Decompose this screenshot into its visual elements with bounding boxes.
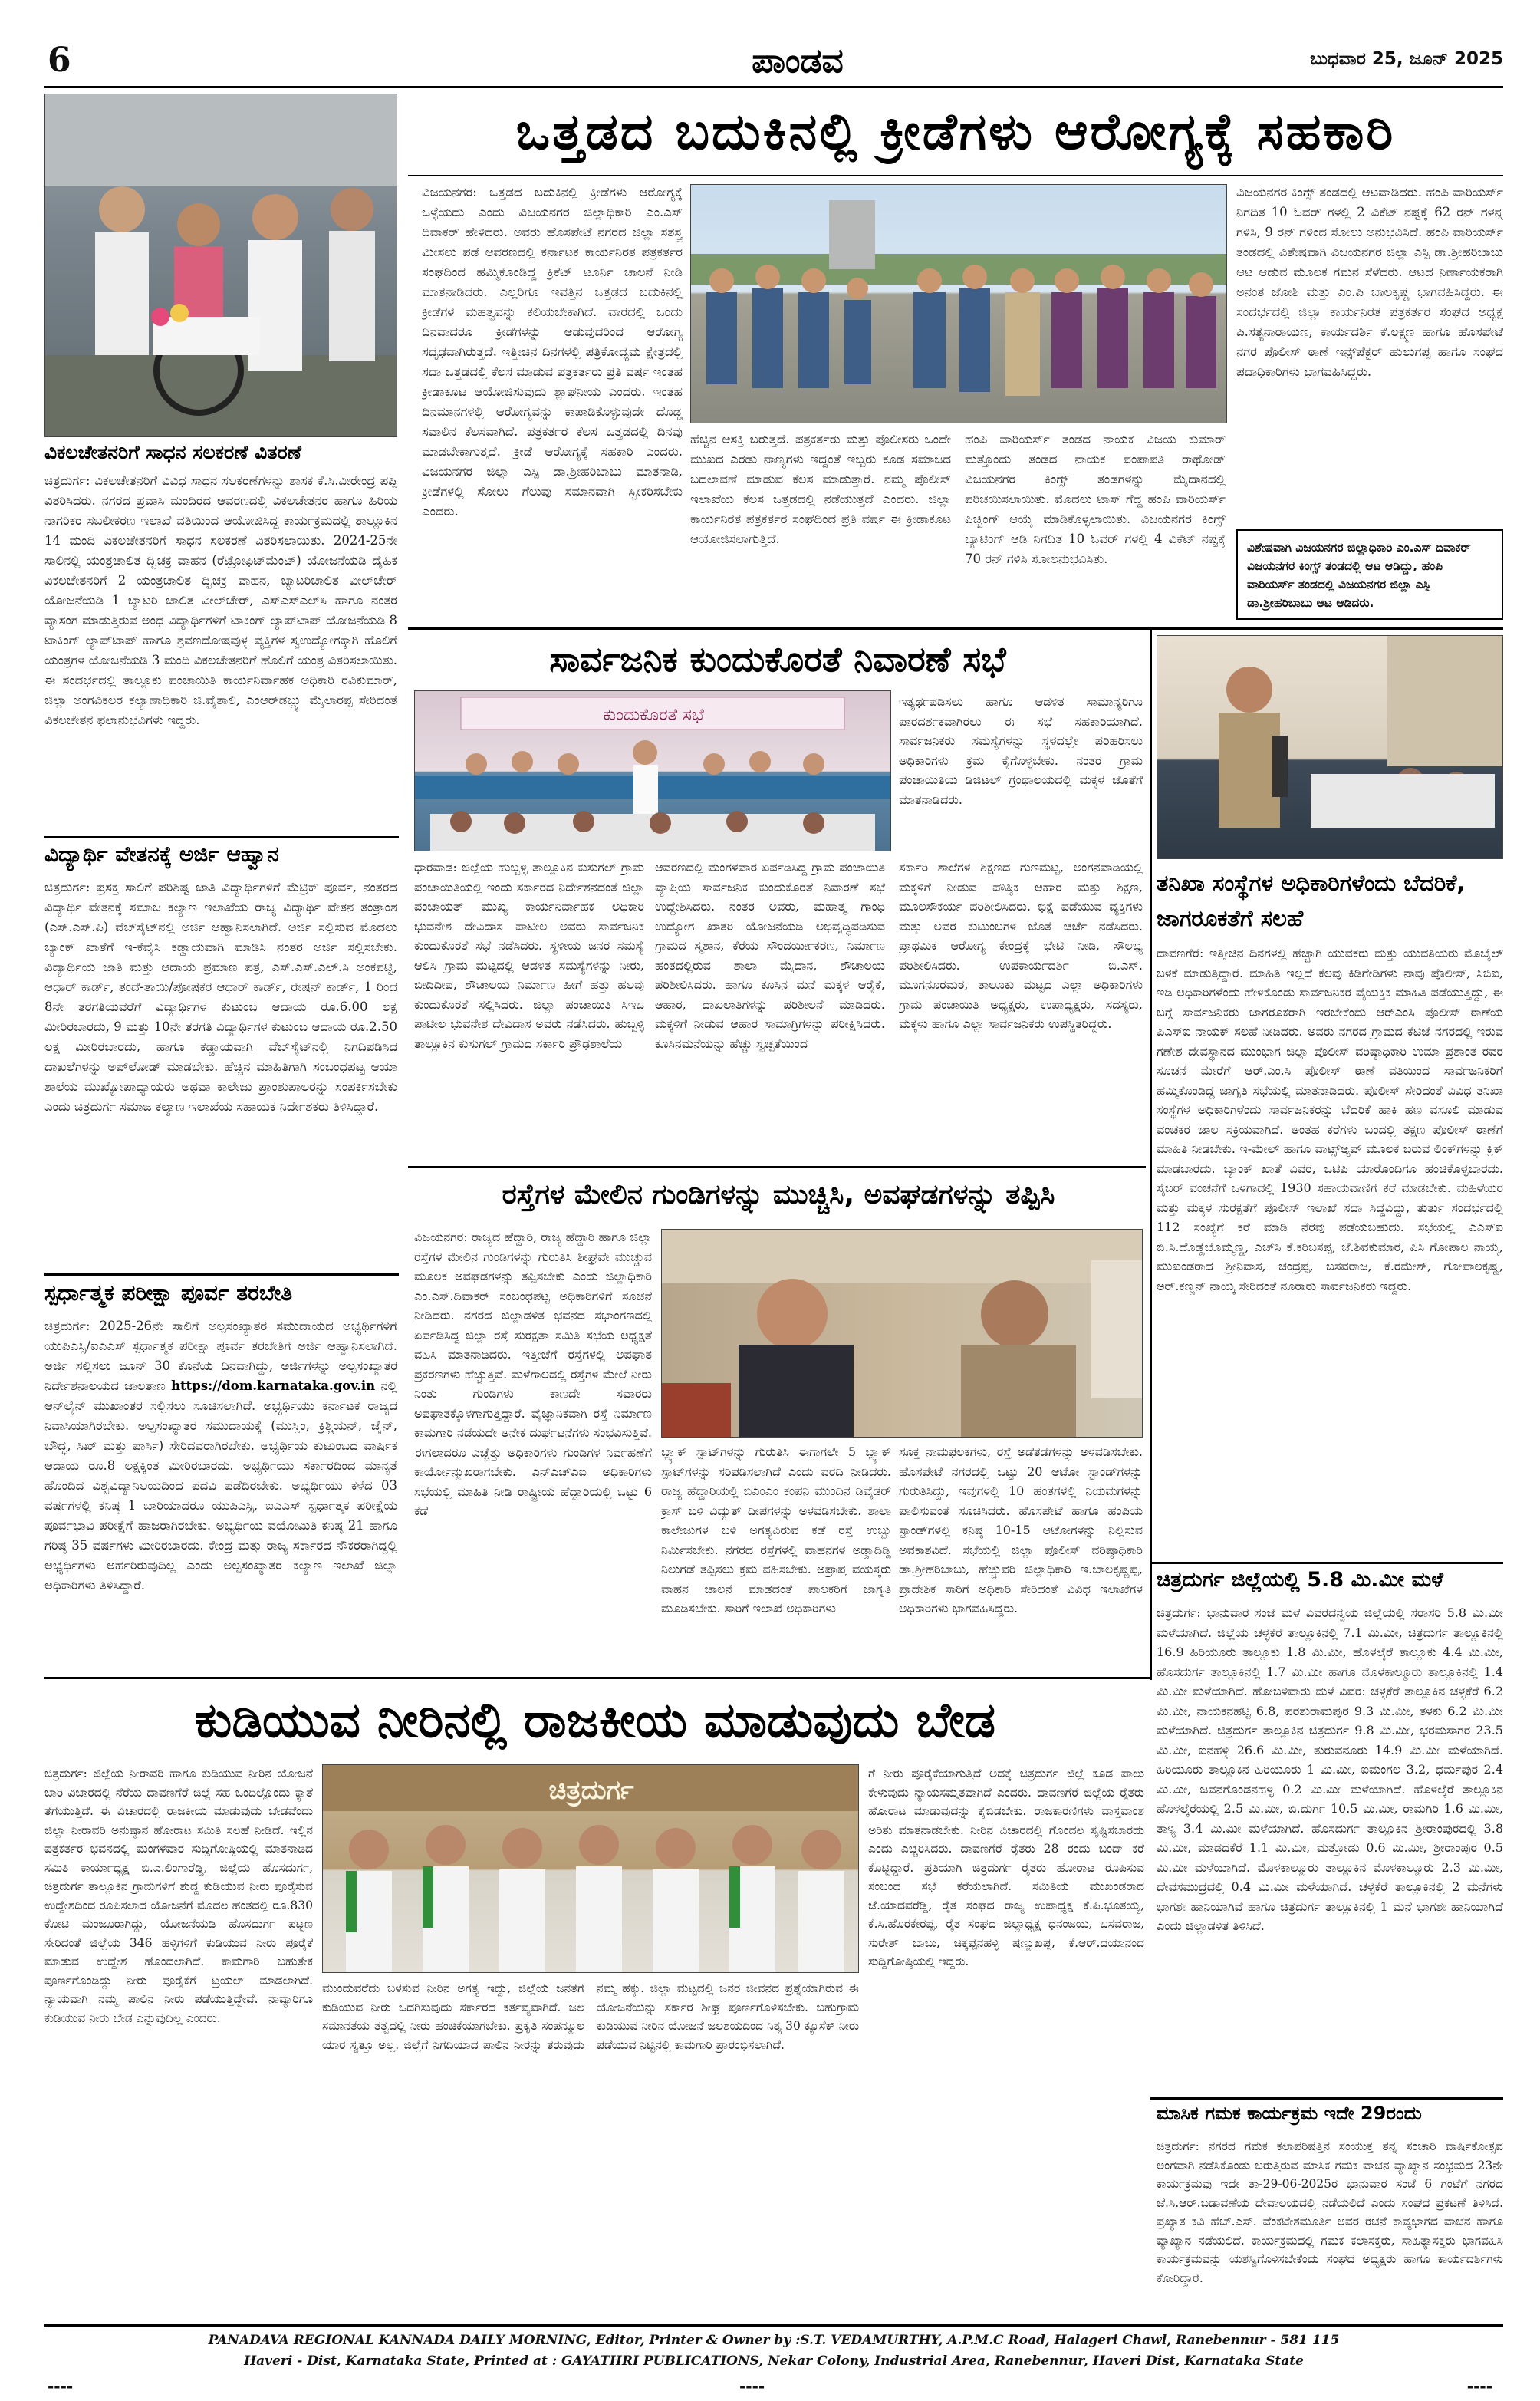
rain-headline: ಚಿತ್ರದುರ್ಗ ಜಿಲ್ಲೆಯಲ್ಲಿ 5.8 ಮಿ.ಮೀ ಮಳೆ [1157,1568,1443,1592]
potholes-col3: ಸೂಕ್ತ ನಾಮಫಲಕಗಳು, ರಸ್ತೆ ಅಡೆತಡೆಗಳನ್ನು ಅಳವಡಿಸಬೇಕು. ಹೊಸಪೇಟೆ ನಗರದಲ್ಲಿ ಒಟ್ಟು 20 ಆಟೋ ಸ್ಟಾಂಡ್‌ಗಳನ್ನು ಗುರುತಿಸಿದ್ದು, ಇವುಗಳಲ್ಲಿ 10 ಹಂತಗಳಲ್ಲಿ ನಿಯಮಗಳನ್ನು ಪಾಲಿಸುವಂತೆ ಸೂಚಿಸಿದರು. ಹೊಸಪೇಟೆ ಹಾಗೂ ಹಂಪಿಯ ಸ್ಟಾಂಡ್‌ಗಳಲ್ಲಿ ಕನಿಷ್ಠ 10-15 ಆಟೋಗಳನ್ನು ನಿಲ್ಲಿಸುವ ಅವಕಾಶವಿದೆ. ಸಭೆಯಲ್ಲಿ ಜಿಲ್ಲಾ ಪೊಲೀಸ್ ವರಿಷ್ಠಾಧಿಕಾರಿ ಡಾ.ಶ್ರೀಹರಿಬಾಬು, ಹೆಚ್ಚುವರಿ ಜಿಲ್ಲಾಧಿಕಾರಿ ಇ.ಬಾಲಕೃಷ್ಣಪ್ಪ, ಪ್ರಾದೇಶಿಕ ಸಾರಿಗೆ ಅಧಿಕಾರಿ ಸೇರಿದಂತೆ ವಿವಿಧ ಇಲಾಖೆಗಳ ಅಧಿಕಾರಿಗಳು ಭಾಗವಹಿಸಿದ್ದರು. [899,1444,1143,1615]
sports-headline: ಒತ್ತಡದ ಬದುಕಿನಲ್ಲಿ ಕ್ರೀಡೆಗಳು ಆರೋಗ್ಯಕ್ಕೆ ಸಹಕಾರಿ [515,102,1396,161]
rain-bottom-rule [1150,2097,1503,2100]
police-photo [1157,635,1503,859]
scholarship-headline: ವಿದ್ಯಾರ್ಥಿ ವೇತನಕ್ಕೆ ಅರ್ಜಿ ಆಹ್ವಾನ [44,842,279,867]
equipment-photo [44,94,397,437]
sports-headline-rule [408,175,1503,176]
grievance-photo-illustration [415,691,891,851]
sports-col2b: ಹಂಪಿ ವಾರಿಯರ್ಸ್ ತಂಡದ ನಾಯಕ ವಿಜಯ ಕುಮಾರ್ ಮತ್ತೊಂದು ತಂಡದ ನಾಯಕ ಪಂಪಾಪತಿ ರಾಥೋಡ್ ವಿಜಯನಗರ ಕಿಂಗ್ಸ್ ತಂಡಗಳನ್ನು ಮೈದಾನದಲ್ಲಿ ಪರಿಚಯಿಸಲಾಯಿತು. ಮೊದಲು ಟಾಸ್ ಗೆದ್ದ ಹಂಪಿ ವಾರಿಯರ್ಸ್ ಪಿಚ್ಚಿಂಗ್ ಆಯ್ಕೆ ಮಾಡಿಕೊಳ್ಳಲಾಯಿತು. ವಿಜಯನಗರ ಕಿಂಗ್ಸ್ ಬ್ಯಾಟಿಂಗ್ ಆಡಿ ನಿಗದಿತ 10 ಓವರ್ ಗಳಲ್ಲಿ 4 ವಿಕೆಟ್ ನಷ್ಟಕ್ಕೆ 70 ರನ್ ಗಳಿಸಿ ಸೋಲನುಭವಿಸಿತು. [965,432,1226,566]
sports-photo [690,184,1227,423]
potholes-photo-illustration [662,1230,1143,1438]
exam-body-part-b: ನಲ್ಲಿ ಆನ್‌ಲೈನ್ ಮುಖಾಂತರ ಸಲ್ಲಿಸಲು ಸೂಚಿಸಲಾಗಿದೆ. ಅಭ್ಯರ್ಥಿಯು ಕರ್ನಾಟಕ ರಾಜ್ಯದ ನಿವಾಸಿಯಾಗಿರಬೇಕು. ಅಲ್ಪಸಂಖ್ಯಾತರ ಸಮುದಾಯಕ್ಕೆ (ಮುಸ್ಲಿಂ, ಕ್ರಿಶ್ಚಿಯನ್, ಜೈನ್, ಬೌದ್ಧ, ಸಿಖ್ ಮತ್ತು ಪಾರ್ಸಿ) ಸೇರಿದವರಾಗಿರಬೇಕು. ಅಭ್ಯರ್ಥಿಯ ಕುಟುಂಬದ ವಾರ್ಷಿಕ ಆದಾಯ ರೂ.8 ಲಕ್ಷಕ್ಕಿಂತ ಮೀರಿರಬಾರದು. ಅಭ್ಯರ್ಥಿಯು ಸರ್ಕಾರದಿಂದ ಮಾನ್ಯತೆ ಹೊಂದಿದ ವಿಶ್ವವಿದ್ಯಾನಿಲಯದಿಂದ ಪದವಿ ಪಡೆದಿರಬೇಕು. ಅಭ್ಯರ್ಥಿಯು ಕಳೆದ 03 ವರ್ಷಗಳಲ್ಲಿ ಕನಿಷ್ಠ 1 ಬಾರಿಯಾದರೂ ಯುಪಿಎಸ್ಸಿ, ಐಎಎಸ್ ಸ್ಪರ್ಧಾತ್ಮಕ ಪರೀಕ್ಷೆಯ ಪೂರ್ವಭಾವಿ ಪರೀಕ್ಷೆಗೆ ಹಾಜರಾಗಿರಬೇಕು. ಅಭ್ಯರ್ಥಿಯ ವಯೋಮಿತಿ ಕನಿಷ್ಠ 21 ಹಾಗೂ ಗರಿಷ್ಠ 35 ವರ್ಷಗಳು ಮೀರಿರಬಾರದು. ಕೇಂದ್ರ ಮತ್ತು ರಾಜ್ಯ ಸರ್ಕಾರದ ನೌಕರರಾಗಿದ್ದಲ್ಲಿ ಅಭ್ಯರ್ಥಿಗಳು ಅರ್ಹರಿರುವುದಿಲ್ಲ ಎಂದು ಅಲ್ಪಸಂಖ್ಯಾತರ ಕಲ್ಯಾಣ ಇಲಾಖೆ ಜಿಲ್ಲಾ ಅಧಿಕಾರಿಗಳು ತಿಳಿಸಿದ್ದಾರೆ. [44,1378,397,1592]
grievance-col1: ಧಾರವಾಡ: ಜಿಲ್ಲೆಯ ಹುಬ್ಬಳ್ಳಿ ತಾಲ್ಲೂಕಿನ ಕುಸುಗಲ್ ಗ್ರಾಮ ಪಂಚಾಯಿತಿಯಲ್ಲಿ ಇಂದು ಸರ್ಕಾರದ ನಿರ್ದೇಶನದಂತೆ ಜಿಲ್ಲಾ ಪಂಚಾಯತ್ ಮುಖ್ಯ ಕಾರ್ಯನಿರ್ವಾಹಕ ಅಧಿಕಾರಿ ಭುವನೇಶ ದೇವಿದಾಸ ಪಾಟೀಲ ಅವರು ಸಾರ್ವಜನಿಕ ಕುಂದುಕೊರತೆ ಸಭೆ ನಡೆಸಿದರು. ಸ್ಥಳೀಯ ಜನರ ಸಮಸ್ಯೆ ಆಲಿಸಿ ಗ್ರಾಮ ಮಟ್ಟದಲ್ಲಿ ಆಡಳಿತ ಸಮಸ್ಯೆಗಳನ್ನು ನೀರು, ಬೀದಿದೀಪ, ಶೌಚಾಲಯ ನಿರ್ಮಾಣ ಹೀಗೆ ಹತ್ತು ಹಲವು ಕುಂದುಕೊರತೆ ಸಲ್ಲಿಸಿದರು. ಜಿಲ್ಲಾ ಪಂಚಾಯಿತಿ ಸಿಇಒ ಪಾಟೀಲ ಭುವನೇಶ ದೇವಿದಾಸ ಅವರು ನಡೆಸಿದರು. ಹುಬ್ಬಳ್ಳಿ ತಾಲ್ಲೂಕಿನ ಕುಸುಗಲ್ ಗ್ರಾಮದ ಸರ್ಕಾರಿ ಪ್ರೌಢಶಾಲೆಯ [414,860,644,1051]
footer-line-1: PANADAVA REGIONAL KANNADA DAILY MORNING, Editor, Printer & Owner by :S.T. VEDAMURTHY, A.P.M.C Road, Halageri Chawl, Ranebennur - 581 115 [208,2333,1340,2348]
sports-bottom-rule [408,627,1503,630]
potholes-photo [661,1229,1143,1438]
equipment-body: ಚಿತ್ರದುರ್ಗ: ವಿಕಲಚೇತನರಿಗೆ ವಿವಿಧ ಸಾಧನ ಸಲಕರಣೆಗಳನ್ನು ಶಾಸಕ ಕೆ.ಸಿ.ವೀರೇಂದ್ರ ಪಪ್ಪಿ ವಿತರಿಸಿದರು. ನಗರದ ಪ್ರವಾಸಿ ಮಂದಿರದ ಆವರಣದಲ್ಲಿ ವಿಕಲಚೇತನರ ಹಾಗೂ ಹಿರಿಯ ನಾಗರಿಕರ ಸಬಲೀಕರಣ ಇಲಾಖೆ ವತಿಯಿಂದ ಆಯೋಜಿಸಿದ್ದ ಕಾರ್ಯಕ್ರಮದಲ್ಲಿ ತಾಲ್ಲೂಕಿನ 14 ಮಂದಿ ವಿಕಲಚೇತನರಿಗೆ ಸಾಧನ ಸಲಕರಣೆ ವಿತರಿಸಲಾಯಿತು. 2024-25ನೇ ಸಾಲಿನಲ್ಲಿ ಯಂತ್ರಚಾಲಿತ ದ್ವಿಚಕ್ರ ವಾಹನ (ರೆಟ್ರೋಫಿಟ್‌ಮೆಂಟ್) ಯೋಜನೆಯಡಿ ದೈಹಿಕ ವಿಕಲಚೇತನರಿಗೆ 2 ಯಂತ್ರಚಾಲಿತ ದ್ವಿಚಕ್ರ ವಾಹನ, ಬ್ಯಾಟರಿಚಾಲಿತ ವೀಲ್‌ಚೇರ್ ಯೋಜನೆಯಡಿ 1 ಬ್ಯಾಟರಿ ಚಾಲಿತ ವೀಲ್‌ಚೇರ್, ಎಸ್‌ಎಸ್‌ಎಲ್‌ಸಿ ಹಾಗೂ ನಂತರ ವ್ಯಾಸಂಗ ಮಾಡುತ್ತಿರುವ ಅಂಧ ವಿದ್ಯಾರ್ಥಿಗಳಿಗೆ ಟಾಕಿಂಗ್ ಲ್ಯಾಪ್‌ಟಾಪ್ ಯೋಜನೆಯಡಿ 8 ಟಾಕಿಂಗ್ ಲ್ಯಾಪ್‌ಟಾಪ್ ಹಾಗೂ ಶ್ರವಣದೋಷವುಳ್ಳ ವ್ಯಕ್ತಿಗಳ ಸ್ವಉದ್ಯೋಗಕ್ಕಾಗಿ ಹೊಲಿಗೆ ಯಂತ್ರಗಳ ಯೋಜನೆಯಡಿ 3 ಮಂದಿ ವಿಕಲಚೇತನರಿಗೆ ಹೊಲಿಗೆ ಯಂತ್ರ ವಿತರಿಸಲಾಯಿತು. ಈ ಸಂದರ್ಭದಲ್ಲಿ ತಾಲ್ಲೂಕು ಪಂಚಾಯಿತಿ ಕಾರ್ಯನಿರ್ವಾಹಕ ಅಧಿಕಾರಿ ರವಿಕುಮಾರ್, ಜಿಲ್ಲಾ ಅಂಗವಿಕಲರ ಕಲ್ಯಾಣಾಧಿಕಾರಿ ಜಿ.ವೈಶಾಲಿ, ಎಂಆರ್‌ಡಬ್ಲ್ಯು ಮೈಲಾರಪ್ಪ ಸೇರಿದಂತೆ ವಿಕಲಚೇತನ ಫಲಾನುಭವಿಗಳು ಇದ್ದರು. [44,473,397,727]
grievance-col-top: ಇತ್ಯರ್ಥಪಡಿಸಲು ಹಾಗೂ ಆಡಳಿತ ಸಾಮಾನ್ಯರಿಗೂ ಪಾರದರ್ಶಕವಾಗಿರಲು ಈ ಸಭೆ ಸಹಕಾರಿಯಾಗಿದೆ. ಸಾರ್ವಜನಿಕರು ಸಮಸ್ಯೆಗಳನ್ನು ಸ್ಥಳದಲ್ಲೇ ಪರಿಹರಿಸಲು ಅಧಿಕಾರಿಗಳು ಕ್ರಮ ಕೈಗೊಳ್ಳಬೇಕು. ನಂತರ ಗ್ರಾಮ ಪಂಚಾಯಿತಿಯ ಡಿಜಿಟಲ್ ಗ್ರಂಥಾಲಯದಲ್ಲಿ ಮಕ್ಕಳ ಜೊತೆಗೆ ಮಾತನಾಡಿದರು. [899,694,1143,807]
sports-photo-illustration [691,185,1227,423]
footer-mark-right: ---- [1466,2378,1492,2396]
water-col3: ಗೆ ನೀರು ಪೂರೈಕೆಯಾಗುತ್ತಿದೆ ಅದಕ್ಕೆ ಚಿತ್ರದುರ್ಗ ಜಿಲ್ಲೆ ಕೂಡ ಪಾಲು ಕೇಳುವುದು ನ್ಯಾಯಸಮ್ಮತವಾಗಿದೆ ಎಂದರು. ದಾವಣಗೆರೆ ಜಿಲ್ಲೆಯ ರೈತರು ಹೋರಾಟ ಮಾಡುವುದನ್ನು ಕೈಬಿಡಬೇಕು. ರಾಜಕಾರಣಿಗಳು ವಾಸ್ತವಾಂಶ ಅರಿತು ಮಾತನಾಡಬೇಕು. ನೀರಿನ ವಿಚಾರದಲ್ಲಿ ಗೊಂದಲ ಸೃಷ್ಟಿಸಬಾರದು ಎಂದು ಎಚ್ಚರಿಸಿದರು. ದಾವಣಗೆರೆ ರೈತರು 28 ರಂದು ಬಂದ್ ಕರೆ ಕೊಟ್ಟಿದ್ದಾರೆ. ಪ್ರತಿಯಾಗಿ ಚಿತ್ರದುರ್ಗ ರೈತರು ಹೋರಾಟ ರೂಪಿಸುವ ಸಂಬಂಧ ಸಭೆ ಕರೆಯಲಾಗಿದೆ. ಸಮಿತಿಯ ಮುಖಂಡರಾದ ಜೆ.ಯಾದವರೆಡ್ಡಿ, ರೈತ ಸಂಘದ ರಾಜ್ಯ ಉಪಾಧ್ಯಕ್ಷ ಕೆ.ಪಿ.ಭೂತಯ್ಯ, ಕೆ.ಸಿ.ಹೊರಕೇರಪ್ಪ, ರೈತ ಸಂಘದ ಜಿಲ್ಲಾಧ್ಯಕ್ಷ ಧನಂಜಯ, ಬಸವರಾಜ, ಸುರೇಶ್ ಬಾಬು, ಚಿಕ್ಕಪ್ಪನಹಳ್ಳಿ ಷಣ್ಮುಖಪ್ಪ, ಕೆ.ಆರ್.ದಯಾನಂದ ಸುದ್ದಿಗೋಷ್ಠಿಯಲ್ಲಿ ಇದ್ದರು. [868,1767,1144,1968]
exam-headline: ಸ್ಪರ್ಧಾತ್ಮಕ ಪರೀಕ್ಷಾ ಪೂರ್ವ ತರಬೇತಿ [44,1281,293,1306]
footer-imprint [44,2330,1503,2376]
grievance-bottom-rule [408,1166,1146,1168]
police-headline: ತನಿಖಾ ಸಂಸ್ಥೆಗಳ ಅಧಿಕಾರಿಗಳೆಂದು ಬೆದರಿಕೆ, ಜಾಗರೂಕತೆಗೆ ಸಲಹೆ [1157,870,1466,931]
water-col1: ಚಿತ್ರದುರ್ಗ: ಜಿಲ್ಲೆಯ ನೀರಾವರಿ ಹಾಗೂ ಕುಡಿಯುವ ನೀರಿನ ಯೋಜನೆ ಜಾರಿ ವಿಚಾರದಲ್ಲಿ ನೆರೆಯ ದಾವಣಗೆರೆ ಜಿಲ್ಲೆ ಸಹ ಒಂದಿಲ್ಲೊಂದು ಕ್ಯಾತೆ ತೆಗೆಯುತ್ತಿದೆ. ಈ ವಿಚಾರದಲ್ಲಿ ರಾಜಕೀಯ ಮಾಡುವುದು ಬೇಡವೆಂದು ಜಿಲ್ಲಾ ನೀರಾವರಿ ಅನುಷ್ಠಾನ ಹೋರಾಟ ಸಮಿತಿ ಸಲಹೆ ನೀಡಿದೆ. ಇಲ್ಲಿನ ಪತ್ರಕರ್ತರ ಭವನದಲ್ಲಿ ಮಂಗಳವಾರ ಸುದ್ದಿಗೋಷ್ಠಿಯಲ್ಲಿ ಮಾತನಾಡಿದ ಸಮಿತಿ ಕಾರ್ಯಾಧ್ಯಕ್ಷ ಬಿ.ಎ.ಲಿಂಗಾರೆಡ್ಡಿ, ಜಿಲ್ಲೆಯ ಹೊಸದುರ್ಗ, ಚಿತ್ರದುರ್ಗ ತಾಲ್ಲೂಕಿನ ಗ್ರಾಮಗಳಿಗೆ ಶುದ್ಧ ಕುಡಿಯುವ ನೀರು ಪೂರೈಸುವ ಉದ್ದೇಶದಿಂದ ರೂಪಿಸಲಾದ ಯೋಜನೆಗೆ ಮೊದಲ ಹಂತದಲ್ಲಿ ರೂ.830 ಕೋಟಿ ಮಂಜೂರಾಗಿದ್ದು, ಯೋಜನೆಯಡಿ ಹೊಸದುರ್ಗ ಪಟ್ಟಣ ಸೇರಿದಂತೆ ಜಿಲ್ಲೆಯ 346 ಹಳ್ಳಿಗಳಿಗೆ ಕುಡಿಯುವ ನೀರು ಪೂರೈಕೆ ಮಾಡುವ ಉದ್ದೇಶ ಹೊಂದಲಾಗಿದೆ. ಕಾಮಗಾರಿ ಬಹುತೇಕ ಪೂರ್ಣಗೊಂಡಿದ್ದು ನೀರು ಪೂರೈಕೆಗೆ ಟ್ರಯಲ್ ಮಾಡಲಾಗಿದೆ. ನ್ಯಾಯವಾಗಿ ನಮ್ಮ ಪಾಲಿನ ನೀರು ಪಡೆಯುತ್ತಿದ್ದೇವೆ. ನಾವ್ಯಾರಿಗೂ ಕುಡಿಯುವ ನೀರು ಬೇಡ ಎನ್ನುವುದಿಲ್ಲ ಎಂದರು. [44,1767,313,2025]
stage-banner-text: ಕುಂದುಕೊರತೆ ಸಭೆ [603,706,704,725]
exam-body [44,1316,397,1623]
sports-col3: ವಿಜಯನಗರ ಕಿಂಗ್ಸ್ ತಂಡದಲ್ಲಿ ಆಟವಾಡಿದರು. ಹಂಪಿ ವಾರಿಯರ್ಸ್ ನಿಗದಿತ 10 ಓವರ್ ಗಳಲ್ಲಿ 2 ವಿಕೆಟ್ ನಷ್ಟಕ್ಕೆ 62 ರನ್ ಗಳನ್ನ ಗಳಿಸಿ, 9 ರನ್ ಗಳಿಂದ ಸೋಲು ಅನುಭವಿಸಿದೆ. ಹಂಪಿ ವಾರಿಯರ್ಸ್ ತಂಡದಲ್ಲಿ ವಿಶೇಷವಾಗಿ ವಿಜಯನಗರ ಜಿಲ್ಲಾ ಎಸ್ಪಿ ಡಾ.ಶ್ರೀಹರಿಬಾಬು ಆಟ ಆಡುವ ಮೂಲಕ ಗಮನ ಸೆಳೆದರು. ಆಟದ ನಿರ್ಣಾಯಕರಾಗಿ ಅನಂತ ಜೋಶಿ ಮತ್ತು ಎಂ.ಪಿ ಬಾಲಕೃಷ್ಣ ಭಾಗವಹಿಸಿದ್ದರು. ಈ ಸಂದರ್ಭದಲ್ಲಿ ಜಿಲ್ಲಾ ಕಾರ್ಯನಿರತ ಪತ್ರಕರ್ತರ ಸಂಘದ ಅಧ್ಯಕ್ಷ ಪಿ.ಸತ್ಯನಾರಾಯಣ, ಕಾರ್ಯದರ್ಶಿ ಕೆ.ಲಕ್ಷ್ಮಣ ಹಾಗೂ ಹೊಸಪೇಟೆ ನಗರ ಪೊಲೀಸ್ ಠಾಣೆ ಇನ್ಸ್‌ಪೆಕ್ಟರ್ ಹುಲುಗಪ್ಪ ಹಾಗೂ ಸಂಘದ ಪದಾಧಿಕಾರಿಗಳು ಭಾಗವಹಿಸಿದ್ದರು. [1236,185,1503,379]
exam-link[interactable]: https://dom.karnataka.gov.in [171,1378,376,1393]
footer-mark-left: ---- [48,2378,74,2396]
footer-top-rule [44,2324,1503,2327]
water-photo-illustration [323,1765,859,1973]
sports-col2a: ಹೆಚ್ಚಿನ ಆಸಕ್ತಿ ಬರುತ್ತದೆ. ಪತ್ರಕರ್ತರು ಮತ್ತು ಪೊಲೀಸರು ಒಂದೇ ಮುಖದ ಎರಡು ನಾಣ್ಯಗಳು ಇದ್ದಂತೆ ಇಬ್ಬರು ಕೂಡ ಸಮಾಜದ ಬದಲಾವಣೆ ಮಾಡುವ ಕೆಲಸ ಮಾಡುತ್ತಾರೆ. ನಮ್ಮ ಪೊಲೀಸ್ ಇಲಾಖೆಯ ಕೆಲಸ ಒತ್ತಡದಲ್ಲಿ ನಡೆಯುತ್ತದೆ ಎಂದರು. ಜಿಲ್ಲಾ ಕಾರ್ಯನಿರತ ಪತ್ರಕರ್ತರ ಸಂಘದಿಂದ ಪ್ರತಿ ವರ್ಷ ಈ ಕ್ರೀಡಾಕೂಟ ಆಯೋಜಿಸಲಾಗುತ್ತಿದೆ. [690,432,951,546]
potholes-headline: ರಸ್ತೆಗಳ ಮೇಲಿನ ಗುಂಡಿಗಳನ್ನು ಮುಚ್ಚಿಸಿ, ಅವಘಡಗಳನ್ನು ತಪ್ಪಿಸಿ [502,1179,1055,1210]
police-bottom-rule [1150,1562,1503,1564]
right-column-divider [1150,629,1152,1680]
footer-mark-mid: ---- [739,2378,765,2396]
equipment-bottom-rule [44,836,399,838]
paper-nameplate: ಪಾಂಡವ [752,42,844,81]
sports-note-box [1236,529,1503,620]
monthly-body: ಚಿತ್ರದುರ್ಗ: ನಗರದ ಗಮಕ ಕಲಾಪರಿಷತ್ತಿನ ಸಂಯುಕ್ತ ತನ್ನ ಸಂಚಾರಿ ವಾರ್ಷಿಕೋತ್ಸವ ಅಂಗವಾಗಿ ನಡೆಸಿಕೊಂಡು ಬರುತ್ತಿರುವ ಮಾಸಿಕ ಗಮಕ ವಾಚನ ವ್ಯಾಖ್ಯಾನ ಸಂಭ್ರಮದ 23ನೇ ಕಾರ್ಯಕ್ರಮವು ಇದೇ ತಾ-29-06-2025ರ ಭಾನುವಾರ ಸಂಜೆ 6 ಗಂಟೆಗೆ ನಗರದ ಜೆ.ಸಿ.ಆರ್.ಬಡಾವಣೆಯ ದೇವಾಲಯದಲ್ಲಿ ನಡೆಯಲಿದೆ ಎಂದು ಸಂಘದ ಪ್ರಕಟಣೆ ತಿಳಿಸಿದೆ. ಪ್ರಖ್ಯಾತ ಕವಿ ಹೆಚ್.ಎಸ್. ವೆಂಕಟೇಶಮೂರ್ತಿ ಅವರ ರಚನೆ ಕಾವ್ಯಭಾಗದ ವಾಚನ ಹಾಗೂ ವ್ಯಾಖ್ಯಾನ ನಡೆಯಲಿದೆ. ಕಾರ್ಯಕ್ರಮದಲ್ಲಿ ಗಮಕ ಕಲಾಸಕ್ತರು, ಸಾಹಿತ್ಯಾಸಕ್ತರು ಭಾಗವಹಿಸಿ ಕಾರ್ಯಕ್ರಮವನ್ನು ಯಶಸ್ವಿಗೊಳಿಸಬೇಕೆಂದು ಸಂಘದ ಅಧ್ಯಕ್ಷರು ಹಾಗೂ ಕಾರ್ಯದರ್ಶಿಗಳು ಕೋರಿದ್ದಾರೆ. [1157,2139,1503,2285]
sports-col1: ವಿಜಯನಗರ: ಒತ್ತಡದ ಬದುಕಿನಲ್ಲಿ ಕ್ರೀಡೆಗಳು ಆರೋಗ್ಯಕ್ಕೆ ಒಳ್ಳೆಯದು ಎಂದು ವಿಜಯನಗರ ಜಿಲ್ಲಾಧಿಕಾರಿ ಎಂ.ಎಸ್ ದಿವಾಕರ್ ಹೇಳಿದರು. ಅವರು ಹೊಸಪೇಟೆ ನಗರದ ಜಿಲ್ಲಾ ಸಶಸ್ತ್ರ ಮೀಸಲು ಪಡೆ ಆವರಣದಲ್ಲಿ ಕರ್ನಾಟಕ ಕಾರ್ಯನಿರತ ಪತ್ರಕರ್ತರ ಸಂಘದಿಂದ ಹಮ್ಮಿಕೊಂಡಿದ್ದ ಕ್ರಿಕೆಟ್ ಟೂರ್ನಿ ಚಾಲನೆ ನೀಡಿ ಮಾತನಾಡಿದರು. ಎಲ್ಲರಿಗೂ ಇವತ್ತಿನ ಒತ್ತಡದ ಬದುಕಿನಲ್ಲಿ ಕ್ರೀಡೆಗಳ ಮಹತ್ವವನ್ನು ಕಲಿಯಬೇಕಾಗಿದೆ. ವಾರದಲ್ಲಿ ಒಂದು ದಿನವಾದರೂ ಕ್ರೀಡೆಗಳನ್ನು ಆಡುವುದರಿಂದ ಆರೋಗ್ಯ ಸದೃಢವಾಗಿರುತ್ತದೆ. ಇತ್ತೀಚಿನ ದಿನಗಳಲ್ಲಿ ಪತ್ರಿಕೋದ್ಯಮ ಕ್ಷೇತ್ರದಲ್ಲಿ ಸದಾ ಒತ್ತಡದಲ್ಲಿ ಕೆಲಸ ಮಾಡುವ ಪತ್ರಕರ್ತರು ಪ್ರತಿ ವರ್ಷ ಇಂತಹ ಕ್ರೀಡಾಕೂಟ ಆಯೋಜಿಸುವುದು ಶ್ಲಾಘನೀಯ ಎಂದರು. ಇಂತಹ ದಿನಮಾನಗಳಲ್ಲಿ ಆರೋಗ್ಯವನ್ನು ಕಾಪಾಡಿಕೊಳ್ಳುವುದೇ ದೊಡ್ಡ ಸವಾಲಿನ ಕೆಲಸವಾಗಿದೆ. ಪತ್ರಕರ್ತರ ಕೆಲಸ ಒತ್ತಡದಲ್ಲಿ ದಿನವು ಮಾಡಬೇಕಾಗುತ್ತದೆ. ಕ್ರೀಡೆ ಆರೋಗ್ಯಕ್ಕೆ ಸಹಕಾರಿ ಎಂದರು. ವಿಜಯನಗರ ಜಿಲ್ಲಾ ಎಸ್ಪಿ ಡಾ.ಶ್ರೀಹರಿಬಾಬು ಮಾತನಾಡಿ, ಕ್ರೀಡೆಗಳಲ್ಲಿ ಸೋಲು ಗೆಲುವು ಸಮಾನವಾಗಿ ಸ್ವೀಕರಿಸಬೇಕು ಎಂದರು. [422,185,683,519]
grievance-headline: ಸಾರ್ವಜನಿಕ ಕುಂದುಕೊರತೆ ನಿವಾರಣೆ ಸಭೆ [549,639,1006,680]
water-headline: ಕುಡಿಯುವ ನೀರಿನಲ್ಲಿ ರಾಜಕೀಯ ಮಾಡುವುದು ಬೇಡ [194,1692,996,1748]
footer-line-2: Haveri - Dist, Karnataka State, Printed at : GAYATHRI PUBLICATIONS, Nekar Colony, Industrial Area, Ranebennur, Haveri Dist, Karnataka State [244,2353,1304,2369]
masthead-rule [44,86,1503,88]
grievance-photo [414,690,891,851]
issue-date: ಬುಧವಾರ 25, ಜೂನ್ 2025 [1310,49,1503,69]
equipment-photo-illustration [45,94,397,437]
equipment-headline: ವಿಕಲಚೇತನರಿಗೆ ಸಾಧನ ಸಲಕರಣೆ ವಿತರಣೆ [44,442,301,463]
scholarship-body: ಚಿತ್ರದುರ್ಗ: ಪ್ರಸಕ್ತ ಸಾಲಿಗೆ ಪರಿಶಿಷ್ಟ ಜಾತಿ ವಿದ್ಯಾರ್ಥಿಗಳಿಗೆ ಮೆಟ್ರಿಕ್ ಪೂರ್ವ, ನಂತರದ ವಿದ್ಯಾರ್ಥಿ ವೇತನಕ್ಕೆ ಸಮಾಜ ಕಲ್ಯಾಣ ಇಲಾಖೆಯ ರಾಜ್ಯ ವಿದ್ಯಾರ್ಥಿ ವೇತನ ತಂತ್ರಾಂಶ (ಎಸ್.ಎಸ್.ಪಿ) ವೆಬ್‌ಸೈಟ್‌ನಲ್ಲಿ ಅರ್ಜಿ ಆಹ್ವಾನಿಸಲಾಗಿದೆ. ಅರ್ಜಿ ಸಲ್ಲಿಸುವ ಮೊದಲು ಬ್ಯಾಂಕ್ ಖಾತೆಗೆ ಇ-ಕೆವೈಸಿ ಕಡ್ಡಾಯವಾಗಿ ಮಾಡಿಸಿ ನಂತರ ಅರ್ಜಿ ಸಲ್ಲಿಸಬೇಕು. ವಿದ್ಯಾರ್ಥಿಯ ಜಾತಿ ಮತ್ತು ಆದಾಯ ಪ್ರಮಾಣ ಪತ್ರ, ಎಸ್.ಎಸ್.ಎಲ್.ಸಿ ಅಂಕಪಟ್ಟಿ, ಆಧಾರ್ ಕಾರ್ಡ್, ತಂದೆ-ತಾಯಿ/ಪೋಷಕರ ಆಧಾರ್ ಕಾರ್ಡ್, ರೇಷನ್ ಕಾರ್ಡ್, 1 ರಿಂದ 8ನೇ ತರಗತಿಯವರೆಗೆ ವಿದ್ಯಾರ್ಥಿಗಳ ಕುಟುಂಬ ಆದಾಯ ರೂ.6.00 ಲಕ್ಷ ಮೀರಿರಬಾರದು, 9 ಮತ್ತು 10ನೇ ತರಗತಿ ವಿದ್ಯಾರ್ಥಿಗಳ ಕುಟುಂಬ ಆದಾಯ ರೂ.2.50 ಲಕ್ಷ ಮೀರಿರಬಾರದು, ಹಾಗೂ ಕಡ್ಡಾಯವಾಗಿ ವೆಬ್‌ಸೈಟ್‌ನಲ್ಲಿ ನಿಗದಿಪಡಿಸಿದ ದಾಖಲೆಗಳನ್ನು ಅಪ್‌ಲೋಡ್ ಮಾಡಬೇಕು. ಹೆಚ್ಚಿನ ಮಾಹಿತಿಗಾಗಿ ಸಂಬಂಧಪಟ್ಟ ಆಯಾ ಶಾಲೆಯ ಮುಖ್ಯೋಪಾಧ್ಯಾಯರು ಅಥವಾ ಕಾಲೇಜು ಪ್ರಾಂಶುಪಾಲರನ್ನು ಸಂಪರ್ಕಿಸಬೇಕು ಎಂದು ಚಿತ್ರದುರ್ಗ ಸಮಾಜ ಕಲ್ಯಾಣ ಇಲಾಖೆಯ ಸಹಾಯಕ ನಿರ್ದೇಶಕರು ತಿಳಿಸಿದ್ದಾರೆ. [44,880,397,1114]
grievance-col3: ಸರ್ಕಾರಿ ಶಾಲೆಗಳ ಶಿಕ್ಷಣದ ಗುಣಮಟ್ಟ, ಅಂಗನವಾಡಿಯಲ್ಲಿ ಮಕ್ಕಳಿಗೆ ನೀಡುವ ಪೌಷ್ಠಿಕ ಆಹಾರ ಮತ್ತು ಶಿಕ್ಷಣ, ಮೂಲಸೌಕರ್ಯ ಪರಿಶೀಲಿಸಿದರು. ಭಿಕ್ಷೆ ಪಡೆಯುವ ವ್ಯಕ್ತಿಗಳು ಮತ್ತು ಅವರ ಕುಟುಂಬಗಳ ಜೊತೆ ಚರ್ಚೆ ನಡೆಸಿದರು. ಪ್ರಾಥಮಿಕ ಆರೋಗ್ಯ ಕೇಂದ್ರಕ್ಕೆ ಭೇಟಿ ನೀಡಿ, ಸೌಲಭ್ಯ ಪರಿಶೀಲಿಸಿದರು. ಉಪಕಾರ್ಯದರ್ಶಿ ಬಿ.ಎಸ್. ಮೂಗನೂರಮಠ, ತಾಲೂಕು ಮಟ್ಟದ ಎಲ್ಲಾ ಅಧಿಕಾರಿಗಳು ಗ್ರಾಮ ಪಂಚಾಯಿತಿ ಅಧ್ಯಕ್ಷರು, ಉಪಾಧ್ಯಕ್ಷರು, ಸದಸ್ಯರು, ಮಕ್ಕಳು ಹಾಗೂ ಎಲ್ಲಾ ಸಾರ್ವಜನಿಕರು ಉಪಸ್ಥಿತರಿದ್ದರು. [899,860,1143,1031]
exam-body-part-a: ಚಿತ್ರದುರ್ಗ: 2025-26ನೇ ಸಾಲಿಗೆ ಅಲ್ಪಸಂಖ್ಯಾತರ ಸಮುದಾಯದ ಅಭ್ಯರ್ಥಿಗಳಿಗೆ ಯುಪಿಎಸ್ಸಿ/ಐಎಎಸ್ ಸ್ಪರ್ಧಾತ್ಮಕ ಪರೀಕ್ಷಾ ಪೂರ್ವ ತರಬೇತಿಗೆ ಅರ್ಜಿ ಆಹ್ವಾನಿಸಲಾಗಿದೆ. ಅರ್ಜಿ ಸಲ್ಲಿಸಲು ಜೂನ್ 30 ಕೊನೆಯ ದಿನವಾಗಿದ್ದು, ಅರ್ಜಿಗಳನ್ನು ಅಲ್ಪಸಂಖ್ಯಾತರ ನಿರ್ದೇಶನಾಲಯದ ಜಾಲತಾಣ [44,1319,397,1393]
potholes-col2: ಬ್ಲ್ಯಾಕ್ ಸ್ಪಾಟ್‌ಗಳನ್ನು ಗುರುತಿಸಿ ಈಗಾಗಲೇ 5 ಬ್ಲ್ಯಾಕ್ ಸ್ಪಾಟ್‌ಗಳನ್ನು ಸರಿಪಡಿಸಲಾಗಿದೆ ಎಂದು ವರದಿ ನೀಡಿದರು. ರಾಜ್ಯ ಹೆದ್ದಾರಿಯಲ್ಲಿ ಬಿಎಂಎಂ ಕಂಪನಿ ಮುಂದಿನ ಡಿವೈಡರ್ ಕ್ರಾಸ್ ಬಳಿ ವಿದ್ಯುತ್ ದೀಪಗಳನ್ನು ಅಳವಡಿಸಬೇಕು. ಶಾಲಾ ಕಾಲೇಜುಗಳ ಬಳಿ ಅಗತ್ಯವಿರುವ ಕಡೆ ರಸ್ತೆ ಉಬ್ಬು ನಿರ್ಮಿಸಬೇಕು. ನಗರದ ರಸ್ತೆಗಳಲ್ಲಿ ವಾಹನಗಳ ಅಡ್ಡಾದಿಡ್ಡಿ ನಿಲುಗಡೆ ತಪ್ಪಿಸಲು ಕ್ರಮ ವಹಿಸಬೇಕು. ಅಪ್ರಾಪ್ತ ವಯಸ್ಕರು ವಾಹನ ಚಾಲನೆ ಮಾಡದಂತೆ ಪಾಲಕರಿಗೆ ಜಾಗೃತಿ ಮೂಡಿಸಬೇಕು. ಸಾರಿಗೆ ಇಲಾಖೆ ಅಧಿಕಾರಿಗಳು [661,1444,891,1615]
potholes-col1: ವಿಜಯನಗರ: ರಾಜ್ಯದ ಹೆದ್ದಾರಿ, ರಾಜ್ಯ ಹೆದ್ದಾರಿ ಹಾಗೂ ಜಿಲ್ಲಾ ರಸ್ತೆಗಳ ಮೇಲಿನ ಗುಂಡಿಗಳನ್ನು ಗುರುತಿಸಿ ಶೀಘ್ರವೇ ಮುಚ್ಚುವ ಮೂಲಕ ಅವಘಡಗಳನ್ನು ತಪ್ಪಿಸಬೇಕು ಎಂದು ಜಿಲ್ಲಾಧಿಕಾರಿ ಎಂ.ಎಸ್.ದಿವಾಕರ್ ಸಂಬಂಧಪಟ್ಟ ಅಧಿಕಾರಿಗಳಿಗೆ ಸೂಚನೆ ನೀಡಿದರು. ನಗರದ ಜಿಲ್ಲಾಡಳಿತ ಭವನದ ಸಭಾಂಗಣದಲ್ಲಿ ಏರ್ಪಡಿಸಿದ್ದ ಜಿಲ್ಲಾ ರಸ್ತೆ ಸುರಕ್ಷತಾ ಸಮಿತಿ ಸಭೆಯ ಅಧ್ಯಕ್ಷತೆ ವಹಿಸಿ ಮಾತನಾಡಿದರು. ಇತ್ತೀಚೆಗೆ ರಸ್ತೆಗಳಲ್ಲಿ ಅಪಘಾತ ಪ್ರಕರಣಗಳು ಹೆಚ್ಚುತ್ತಿವೆ. ಮಳೆಗಾಲದಲ್ಲಿ ರಸ್ತೆಗಳ ಮೇಲೆ ನೀರು ನಿಂತು ಗುಂಡಿಗಳು ಕಾಣದೇ ಸವಾರರು ಅಪಘಾತಕ್ಕೊಳಗಾಗುತ್ತಿದ್ದಾರೆ. ವೈಜ್ಞಾನಿಕವಾಗಿ ರಸ್ತೆ ನಿರ್ಮಾಣ ಕಾಮಗಾರಿ ನಡೆಯದೇ ಅನೇಕ ದುರ್ಘಟನೆಗಳು ಸಂಭವಿಸುತ್ತಿವೆ. ಈಗಲಾದರೂ ಎಚ್ಚೆತ್ತು ಅಧಿಕಾರಿಗಳು ಗುಂಡಿಗಳ ನಿರ್ವಹಣೆಗೆ ಕಾರ್ಯೋನ್ಮುಖರಾಗಬೇಕು. ಎನ್‌ಎಚ್‌ಎಐ ಅಧಿಕಾರಿಗಳು ಸಭೆಯಲ್ಲಿ ಮಾಹಿತಿ ನೀಡಿ ರಾಷ್ಟ್ರೀಯ ಹೆದ್ದಾರಿಯಲ್ಲಿ ಒಟ್ಟು 6 ಕಡೆ [414,1230,652,1518]
scholarship-bottom-rule [44,1273,399,1276]
page-number: 6 [48,41,71,80]
grievance-col2: ಆವರಣದಲ್ಲಿ ಮಂಗಳವಾರ ಏರ್ಪಡಿಸಿದ್ದ ಗ್ರಾಮ ಪಂಚಾಯಿತಿ ವ್ಯಾಪ್ತಿಯ ಸಾರ್ವಜನಿಕ ಕುಂದುಕೊರತೆ ನಿವಾರಣೆ ಸಭೆ ಉದ್ದೇಶಿಸಿದರು. ನಂತರ ಅವರು, ಮಹಾತ್ಮ ಗಾಂಧಿ ಉದ್ಯೋಗ ಖಾತರಿ ಯೋಜನೆಯಡಿ ಅಭಿವೃದ್ಧಿಪಡಿಸುವ ಗ್ರಾಮದ ಸ್ಮಶಾನ, ಕೆರೆಯ ಸೌಂದರ್ಯೀಕರಣ, ನಿರ್ಮಾಣ ಹಂತದಲ್ಲಿರುವ ಶಾಲಾ ಮೈದಾನ, ಶೌಚಾಲಯ ಪರಿಶೀಲಿಸಿದರು. ಹಾಗೂ ಕೂಸಿನ ಮನೆ ಮಕ್ಕಳ ಆರೈಕೆ, ಆಹಾರ, ದಾಖಲಾತಿಗಳನ್ನು ಪರಿಶೀಲನೆ ಮಾಡಿದರು. ಮಕ್ಕಳಿಗೆ ನೀಡುವ ಆಹಾರ ಸಾಮಾಗ್ರಿಗಳನ್ನು ಪರೀಕ್ಷಿಸಿದರು. ಕೂಸಿನಮನೆಯನ್ನು ಹೆಚ್ಚು ಸ್ವಚ್ಛತೆಯಿಂದ [655,860,885,1051]
sports-note-text: ವಿಶೇಷವಾಗಿ ವಿಜಯನಗರ ಜಿಲ್ಲಾಧಿಕಾರಿ ಎಂ.ಎಸ್ ದಿವಾಕರ್ ವಿಜಯನಗರ ಕಿಂಗ್ಸ್ ತಂಡದಲ್ಲಿ ಆಟ ಆಡಿದ್ದು, ಹಂಪಿ ವಾರಿಯರ್ಸ್ ತಂಡದಲ್ಲಿ ವಿಜಯನಗರ ಜಿಲ್ಲಾ ಎಸ್ಪಿ ಡಾ.ಶ್ರೀಹರಿಬಾಬು ಆಟ ಆಡಿದರು. [1247,541,1471,610]
potholes-bottom-rule [44,1677,1152,1679]
water-photo [322,1764,859,1973]
rain-body: ಚಿತ್ರದುರ್ಗ: ಭಾನುವಾರ ಸಂಜೆ ಮಳೆ ವಿವರದನ್ವಯ ಜಿಲ್ಲೆಯಲ್ಲಿ ಸರಾಸರಿ 5.8 ಮಿ.ಮೀ ಮಳೆಯಾಗಿದೆ. ಜಿಲ್ಲೆಯ ಚಳ್ಳಕೆರೆ ತಾಲ್ಲೂಕಿನಲ್ಲಿ 7.1 ಮಿ.ಮೀ, ಚಿತ್ರದುರ್ಗ ತಾಲ್ಲೂಕಿನಲ್ಲಿ 16.9 ಹಿರಿಯೂರು ತಾಲ್ಲೂಕು 1.8 ಮಿ.ಮೀ, ಹೊಳಲ್ಕೆರೆ ತಾಲ್ಲೂಕು 4.4 ಮಿ.ಮೀ, ಹೊಸದುರ್ಗ ತಾಲ್ಲೂಕಿನಲ್ಲಿ 1.7 ಮಿ.ಮೀ ಹಾಗೂ ಮೊಳಕಾಲ್ಮೂರು ತಾಲ್ಲೂಕಿನಲ್ಲಿ 1.4 ಮಿ.ಮೀ ಮಳೆಯಾಗಿದೆ. ಹೋಬಳಿವಾರು ಮಳೆ ವಿವರ: ಚಳ್ಳಕೆರೆ ತಾಲ್ಲೂಕಿನ ಚಳ್ಳಕೆರೆ 6.2 ಮಿ.ಮೀ, ನಾಯಕನಹಟ್ಟಿ 6.8, ಪರಶುರಾಮಪುರ 9.3 ಮಿ.ಮೀ, ತಳಕು 6.2 ಮಿ.ಮೀ ಮಳೆಯಾಗಿದೆ. ಚಿತ್ರದುರ್ಗ ತಾಲ್ಲೂಕಿನ ಚಿತ್ರದುರ್ಗ 9.8 ಮಿ.ಮೀ, ಭರಮಸಾಗರ 23.5 ಮಿ.ಮೀ, ಐನಹಳ್ಳಿ 26.6 ಮಿ.ಮೀ, ತುರುವನೂರು 14.9 ಮಿ.ಮೀ ಮಳೆಯಾಗಿದೆ. ಹಿರಿಯೂರು ತಾಲ್ಲೂಕಿನ ಹಿರಿಯೂರು 1 ಮಿ.ಮೀ, ಐಮಂಗಲ 3.2, ಧರ್ಮಪುರ 2.4 ಮಿ.ಮೀ, ಜವನಗೊಂಡನಹಳ್ಳಿ 0.2 ಮಿ.ಮೀ ಮಳೆಯಾಗಿದೆ. ಹೊಳಲ್ಕೆರೆ ತಾಲ್ಲೂಕಿನ ಹೊಳಲ್ಕೆರೆಯಲ್ಲಿ 2.5 ಮಿ.ಮೀ, ಬಿ.ದುರ್ಗ 10.5 ಮಿ.ಮೀ, ರಾಮಗಿರಿ 1.6 ಮಿ.ಮೀ, ತಾಳ್ಯ 3.4 ಮಿ.ಮೀ ಮಳೆಯಾಗಿದೆ. ಹೊಸದುರ್ಗ ತಾಲ್ಲೂಕಿನ ಶ್ರೀರಾಂಪುರದಲ್ಲಿ 3.8 ಮಿ.ಮೀ, ಮಾಡದಕೆರೆ 1.1 ಮಿ.ಮೀ, ಮತ್ತೋಡು 0.6 ಮಿ.ಮೀ, ಶ್ರೀರಾಂಪುರ 0.5 ಮಿ.ಮೀ ಮಳೆಯಾಗಿದೆ. ಮೊಳಕಾಲ್ಮೂರು ತಾಲ್ಲೂಕಿನ ಮೊಳಕಾಲ್ಮೂರು 2.3 ಮಿ.ಮೀ, ದೇವಸಮುದ್ರದಲ್ಲಿ 0.4 ಮಿ.ಮೀ ಮಳೆಯಾಗಿದೆ. ಚಳ್ಳಕೆರೆ ತಾಲ್ಲೂಕಿನಲ್ಲಿ 2 ಮನೆಗಳು ಭಾಗಶಃ ಹಾನಿಯಾಗಿವೆ ಹಾಗೂ ಚಿತ್ರದುರ್ಗ ತಾಲ್ಲೂಕಿನಲ್ಲಿ 1 ಮನೆ ಭಾಗಶಃ ಹಾನಿಯಾಗಿದೆ ಎಂದು ಜಿಲ್ಲಾಡಳಿತ ತಿಳಿಸಿದೆ. [1157,1606,1503,1933]
police-body: ದಾವಣಗೆರೆ: ಇತ್ತೀಚಿನ ದಿನಗಳಲ್ಲಿ ಹೆಚ್ಚಾಗಿ ಯುವಕರು ಮತ್ತು ಯುವತಿಯರು ಮೊಬೈಲ್ ಬಳಕೆ ಮಾಡುತ್ತಿದ್ದಾರೆ. ಮಾಹಿತಿ ಇಲ್ಲದೆ ಕೆಲವು ಕಿಡಿಗೇಡಿಗಳು ನಾವು ಪೊಲೀಸ್, ಸಿಬಿಐ, ಇಡಿ ಅಧಿಕಾರಿಗಳೆಂದು ಹೇಳಿಕೊಂಡು ಸಾರ್ವಜನಿಕರ ವೈಯಕ್ತಿಕ ಮಾಹಿತಿ ಪಡೆಯುತ್ತಿದ್ದು, ಈ ಬಗ್ಗೆ ಸಾರ್ವಜನಿಕರು ಜಾಗರೂಕರಾಗಿ ಇರಬೇಕೆಂದು ಆರ್‌ಎಂಸಿ ಪೊಲೀಸ್ ಠಾಣೆಯ ಪಿಎಸ್‌ಐ ನಾಯಕ್ ಸಲಹೆ ನೀಡಿದರು. ಅವರು ನಗರದ ಗ್ರಾಮದ ಕೆಟಿಜೆ ನಗರದಲ್ಲಿ ಇರುವ ಗಣೇಶ ದೇವಸ್ಥಾನದ ಮುಂಭಾಗ ಜಿಲ್ಲಾ ಪೊಲೀಸ್ ವರಿಷ್ಠಾಧಿಕಾರಿ ಉಮಾ ಪ್ರಶಾಂತ ರವರ ಸೂಚನೆ ಮೇರೆಗೆ ಆರ್.ಎಂ.ಸಿ ಪೊಲೀಸ್ ಠಾಣೆ ವತಿಯಿಂದ ಸಾರ್ವಜನಿಕರಿಗೆ ಹಮ್ಮಿಕೊಂಡಿದ್ದ ಜಾಗೃತಿ ಸಭೆಯಲ್ಲಿ ಮಾತನಾಡಿದರು. ಪೊಲೀಸ್ ಸೇರಿದಂತೆ ವಿವಿಧ ತನಿಖಾ ಸಂಸ್ಥೆಗಳ ಅಧಿಕಾರಿಗಳೆಂದು ಸಾರ್ವಜನಿಕರನ್ನು ಬೆದರಿಕೆ ಹಾಕಿ ಹಣ ವಸೂಲಿ ಮಾಡುವ ವಂಚಕರ ಜಾಲ ಸಕ್ರಿಯವಾಗಿದೆ. ಅಂತಹ ಕರೆಗಳು ಬಂದಲ್ಲಿ ತಕ್ಷಣ ಪೊಲೀಸ್ ಠಾಣೆಗೆ ಮಾಹಿತಿ ನೀಡಬೇಕು. ಇ-ಮೇಲ್ ಹಾಗೂ ವಾಟ್ಸ್‌ಆ್ಯಪ್ ಮೂಲಕ ಬರುವ ಲಿಂಕ್‌ಗಳನ್ನು ಕ್ಲಿಕ್ ಮಾಡಬಾರದು. ಬ್ಯಾಂಕ್ ಖಾತೆ ವಿವರ, ಒಟಿಪಿ ಯಾರೊಂದಿಗೂ ಹಂಚಿಕೊಳ್ಳಬಾರದು. ಸೈಬರ್ ವಂಚನೆಗೆ ಒಳಗಾದಲ್ಲಿ 1930 ಸಹಾಯವಾಣಿಗೆ ಕರೆ ಮಾಡಬೇಕು. ಮಹಿಳೆಯರ ಮತ್ತು ಮಕ್ಕಳ ಸುರಕ್ಷತೆಗೆ ಪೊಲೀಸ್ ಇಲಾಖೆ ಸದಾ ಸಿದ್ಧವಿದ್ದು, ತುರ್ತು ಸಂದರ್ಭದಲ್ಲಿ 112 ಸಂಖ್ಯೆಗೆ ಕರೆ ಮಾಡಿ ನೆರವು ಪಡೆಯಬಹುದು. ಸಭೆಯಲ್ಲಿ ಎಎಸ್‌ಐ ಬಿ.ಸಿ.ದೊಡ್ಡಬೊಮ್ಮಣ್ಣ, ಎಚ್‌ಸಿ ಕೆ.ಕರಿಬಸಪ್ಪ, ಜೆ.ಶಿವಕುಮಾರ, ಪಿಸಿ ಗೋಪಾಲ ನಾಯ್ಕ, ಮುಖಂಡರಾದ ಶ್ರೀನಿವಾಸ, ಚಂದ್ರಪ್ಪ, ಬಸವರಾಜ, ಕೆ.ರಮೇಶ್, ಗೋಪಾಲಕೃಷ್ಣ, ಅರ್.ಕಣ್ಣನ್ ನಾಯ್ಕ ಸೇರಿದಂತೆ ನೂರಾರು ಸಾರ್ವಜನಿಕರು ಇದ್ದರು. [1157,946,1503,1293]
water-banner-text: ಚಿತ್ರದುರ್ಗ [548,1775,634,1806]
monthly-headline: ಮಾಸಿಕ ಗಮಕ ಕಾರ್ಯಕ್ರಮ ಇದೇ 29ರಂದು [1157,2103,1422,2124]
water-col2: ಮುಂದುವರೆದು ಬಳಸುವ ನೀರಿನ ಅಗತ್ಯ ಇದ್ದು, ಜಿಲ್ಲೆಯ ಜನತೆಗೆ ಕುಡಿಯುವ ನೀರು ಒದಗಿಸುವುದು ಸರ್ಕಾರದ ಕರ್ತವ್ಯವಾಗಿದೆ. ಜಲ ಸಮಾನತೆಯ ತತ್ವದಲ್ಲಿ ನೀರು ಹಂಚಿಕೆಯಾಗಬೇಕು. ಪ್ರಕೃತಿ ಸಂಪನ್ಮೂಲ ಯಾರ ಸ್ವತ್ತೂ ಅಲ್ಲ. ಜಿಲ್ಲೆಗೆ ನಿಗದಿಯಾದ ಪಾಲಿನ ನೀರನ್ನು ತರುವುದು ನಮ್ಮ ಹಕ್ಕು. ಜಿಲ್ಲಾ ಮಟ್ಟದಲ್ಲಿ ಜನರ ಜೀವನದ ಪ್ರಶ್ನೆಯಾಗಿರುವ ಈ ಯೋಜನೆಯನ್ನು ಸರ್ಕಾರ ಶೀಘ್ರ ಪೂರ್ಣಗೊಳಿಸಬೇಕು. ಬಹುಗ್ರಾಮ ಕುಡಿಯುವ ನೀರಿನ ಯೋಜನೆ ಜಲಶಯದಿಂದ ನಿತ್ಯ 30 ಕ್ಯೂಸೆಕ್ ನೀರು ಪಡೆಯುವ ನಿಟ್ಟಿನಲ್ಲಿ ಕಾಮಗಾರಿ ಪ್ರಾರಂಭಿಸಲಾಗಿದೆ. [322,1981,859,2052]
police-photo-illustration [1157,636,1503,859]
